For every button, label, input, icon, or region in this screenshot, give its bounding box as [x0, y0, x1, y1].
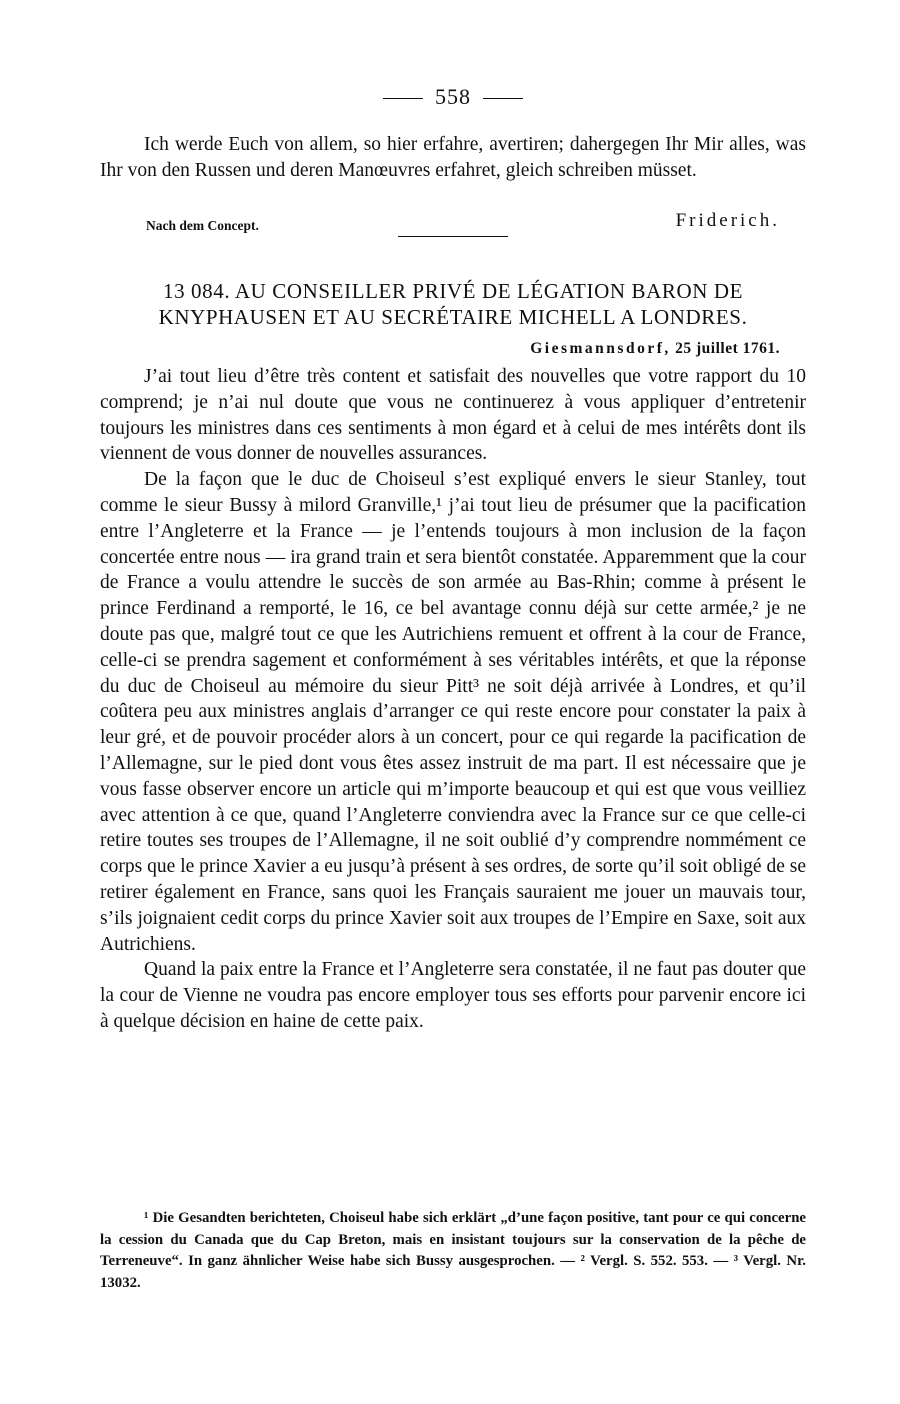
letter-paragraph-3: Quand la paix entre la France et l’Angleterre sera constatée, il ne faut pas douter que la cour de Vienne ne voudra pas encore employer tous ses efforts pour parvenir encore ici à quelque décision en haine de cette paix. [100, 959, 806, 1032]
letter-place: Giesmannsdorf, [530, 340, 671, 357]
section-divider [398, 236, 508, 237]
letter-title-line2: KNYPHAUSEN ET AU SECRÉTAIRE MICHELL A LONDRES. [158, 305, 748, 329]
source-and-signature [100, 210, 806, 238]
header-dash-left [383, 98, 423, 99]
footnotes [100, 1208, 806, 1294]
letter-heading [100, 278, 806, 330]
source-note: Nach dem Concept. [146, 218, 259, 233]
letter-date: 25 juillet 1761. [675, 340, 780, 357]
footnotes-text: ¹ Die Gesandten berichteten, Choiseul habe sich erklärt „d’une façon positive, tant pour ce qui concerne la cession du Canada que du Cap Breton, mais en insistant toujours sur la conservation de la pêche de Terreneuve“. In ganz ähnlicher Weise habe sich Bussy ausgesprochen. — ² Vergl. S. 552. 553. — ³ Vergl. Nr. 13032. [100, 1210, 806, 1291]
closing-paragraph: Ich werde Euch von allem, so hier erfahre, avertiren; dahergegen Ihr Mir alles, was Ihr von den Russen und deren Manœuvres erfahret, gleich schreiben müsset. [100, 134, 806, 181]
letter-body [100, 364, 806, 1035]
page-number: 558 [435, 84, 471, 109]
letter-paragraph-2: De la façon que le duc de Choiseul s’est expliqué envers le sieur Stanley, tout comme le sieur Bussy à milord Granville,¹ j’ai tout lieu de présumer que la pacification entre l’Angleterre et la France — je l’entends toujours à mon inclusion de la façon concertée entre nous — ira grand train et sera bientôt constatée. Apparemment que la cour de France a voulu attendre le succès de son armée au Bas-Rhin; comme à présent le prince Ferdinand a remporté, le 16, ce bel avantage connu déjà sur cette armée,² je ne doute pas que, malgré tout ce que les Autrichiens remuent et offrent à la cour de France, celle-ci se prendra sagement et conformément à ses véritables intérêts, et que la réponse du duc de Choiseul au mémoire du sieur Pitt³ ne soit déjà arrivée à Londres, et qu’il coûtera peu aux ministres anglais d’arranger ce qui reste encore pour constater la paix à leur gré, et de pouvoir procéder alors à un concert, pour ce qui regarde la pacification de l’Allemagne, sur le pied dont vous êtes assez instruit de ma part. Il est nécessaire que je vous fasse observer encore un article qui m’importe beaucoup et qui est que vous veilliez avec attention à ce que, quand l’Angleterre conviendra avec la France sur ce que celle-ci retire toutes ses troupes de l’Allemagne, il ne soit oublié d’y comprendre nommément ce corps que le prince Xavier a eu jusqu’à présent à ses ordres, de sorte qu’il soit obligé de se retirer également en France, sans quoi les Français sauraient me jouer un mauvais tour, s’ils joignaient cedit corps du prince Xavier soit aux troupes de l’Empire en Saxe, soit aux Autrichiens. [100, 469, 806, 955]
header-dash-right [483, 98, 523, 99]
letter-title-line1: AU CONSEILLER PRIVÉ DE LÉGATION BARON DE [234, 279, 744, 303]
letter-paragraph-1: J’ai tout lieu d’être très content et satisfait des nouvelles que votre rapport du 10 comprend; je n’ai nul doute que vous ne continuerez à vous appliquer d’entretenir toujours les ministres dans ces sentiments à mon égard et à celui de mes intérêts dont ils viennent de vous donner de nouvelles assurances. [100, 366, 806, 465]
page-header [100, 84, 806, 110]
signature: Friderich. [675, 210, 780, 231]
letter-number: 13 084. [162, 279, 231, 303]
previous-letter-closing [100, 132, 806, 184]
letter-dateline [530, 340, 780, 358]
